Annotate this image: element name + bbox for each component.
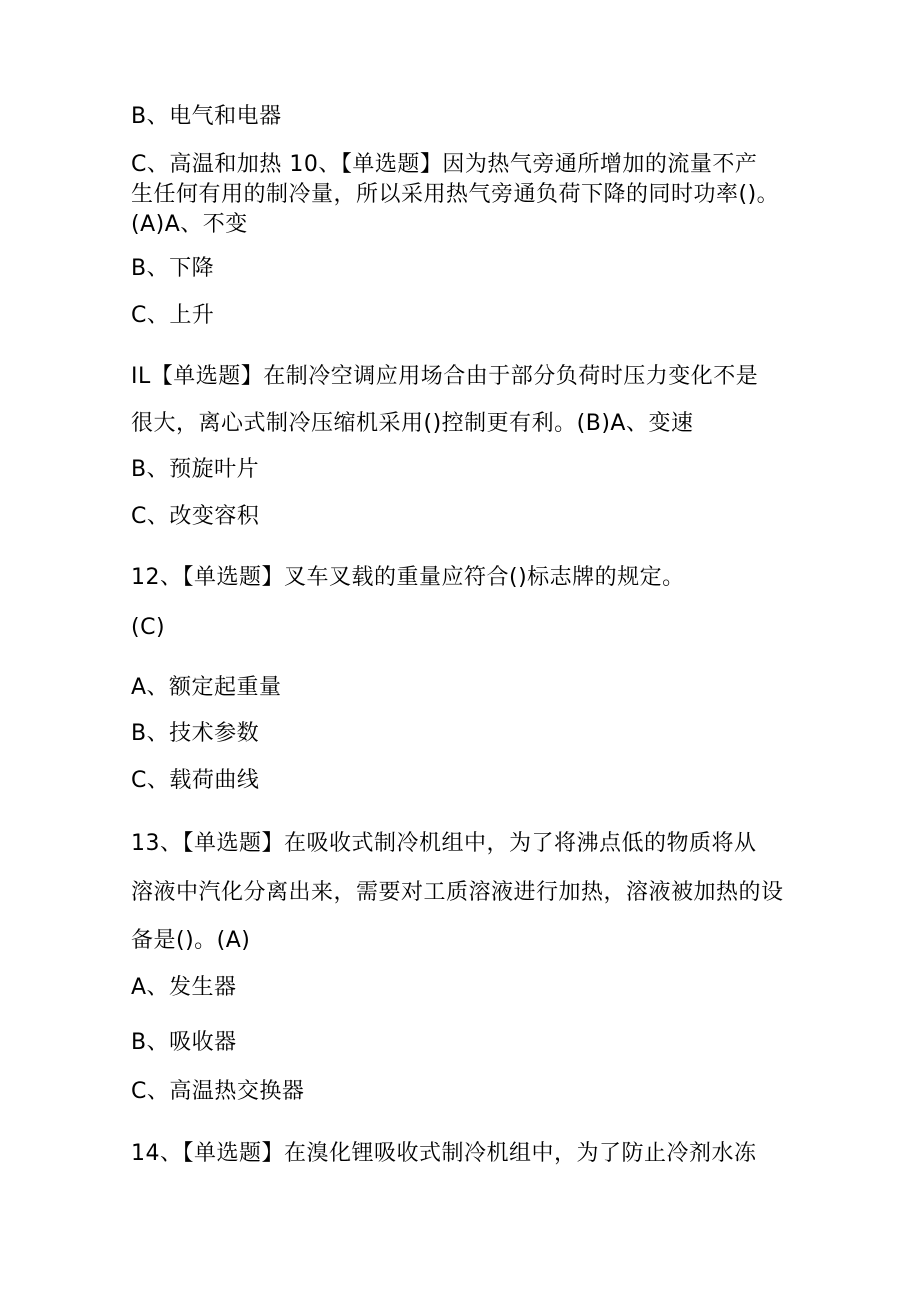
text-line: 14、【单选题】在溴化锂吸收式制冷机组中，为了防止冷剂水冻 bbox=[131, 1141, 757, 1166]
text-line: 溶液中汽化分离出来，需要对工质溶液进行加热，溶液被加热的设 bbox=[131, 880, 784, 905]
text-line: B、电气和电器 bbox=[131, 104, 282, 129]
text-line: (A)A、不变 bbox=[131, 212, 248, 237]
text-line: 备是()。(A) bbox=[131, 928, 251, 953]
text-line: B、技术参数 bbox=[131, 721, 260, 746]
text-line: A、额定起重量 bbox=[131, 675, 282, 700]
text-line: 13、【单选题】在吸收式制冷机组中，为了将沸点低的物质将从 bbox=[131, 831, 757, 856]
text-line: C、高温热交换器 bbox=[131, 1079, 305, 1104]
text-line: C、高温和加热 10、【单选题】因为热气旁通所增加的流量不产 bbox=[131, 152, 758, 177]
text-line: A、发生器 bbox=[131, 975, 237, 1000]
text-line: IL【单选题】在制冷空调应用场合由于部分负荷时压力变化不是 bbox=[131, 364, 759, 389]
text-line: C、载荷曲线 bbox=[131, 768, 260, 793]
text-line: C、上升 bbox=[131, 303, 215, 328]
text-line: 很大，离心式制冷压缩机采用()控制更有利。(B)A、变速 bbox=[131, 411, 694, 436]
text-line: 12、【单选题】叉车叉载的重量应符合()标志牌的规定。 bbox=[131, 565, 685, 590]
text-line: C、改变容积 bbox=[131, 504, 260, 529]
text-line: B、下降 bbox=[131, 256, 215, 281]
text-line: B、吸收器 bbox=[131, 1030, 237, 1055]
text-line: 生任何有用的制冷量，所以采用热气旁通负荷下降的同时功率()。 bbox=[131, 182, 780, 207]
text-line: B、预旋叶片 bbox=[131, 457, 260, 482]
text-line: (C) bbox=[131, 615, 166, 640]
